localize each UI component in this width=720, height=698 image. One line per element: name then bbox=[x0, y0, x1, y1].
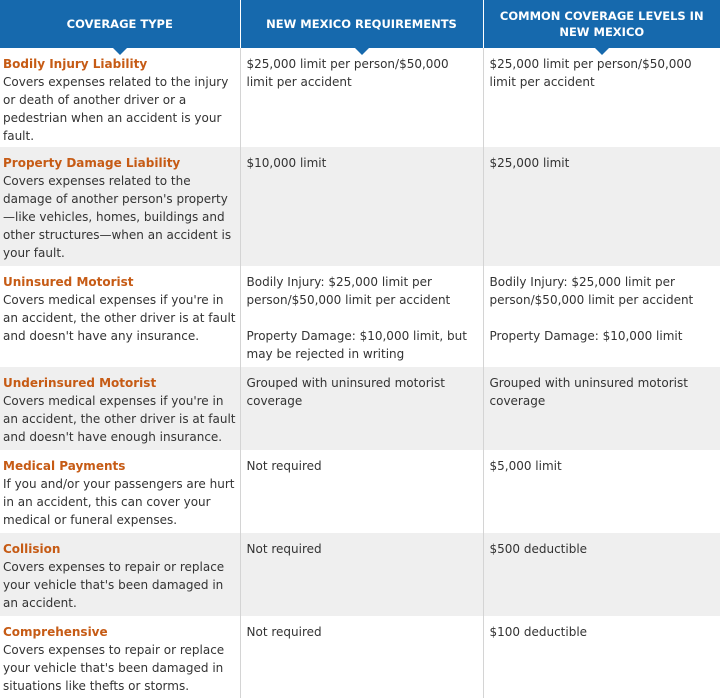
coverage-title: Comprehensive bbox=[3, 625, 108, 639]
coverage-title: Medical Payments bbox=[3, 459, 126, 473]
common-level-cell bbox=[483, 533, 720, 616]
coverage-type-cell bbox=[0, 147, 240, 266]
requirement-text: $10,000 limit bbox=[246, 156, 327, 170]
common-level-cell bbox=[483, 450, 720, 533]
requirement-cell bbox=[240, 367, 483, 450]
header-pointer-arrow bbox=[594, 47, 610, 55]
header-coverage-type bbox=[0, 0, 240, 48]
header-label: COVERAGE TYPE bbox=[66, 17, 173, 31]
coverage-type-cell bbox=[0, 266, 240, 367]
common-level-cell bbox=[483, 147, 720, 266]
requirement-text: Property Damage: $10,000 limit, but may be rejected in writing bbox=[246, 329, 467, 361]
requirement-text: Grouped with uninsured motorist coverage bbox=[246, 376, 445, 408]
coverage-type-cell bbox=[0, 616, 240, 698]
coverage-title: Underinsured Motorist bbox=[3, 376, 157, 390]
coverage-type-cell bbox=[0, 533, 240, 616]
coverage-description: Covers medical expenses if you're in an accident, the other driver is at fault and doesn't have any insurance. bbox=[3, 293, 236, 343]
requirement-text: Not required bbox=[246, 542, 322, 556]
coverage-description: Covers expenses related to the damage of another person's property—like vehicles, homes, buildings and other structures—when an accident is your fault. bbox=[3, 174, 232, 260]
coverage-type-cell bbox=[0, 450, 240, 533]
table-row bbox=[0, 266, 720, 367]
common-level-cell bbox=[483, 616, 720, 698]
requirement-text: $25,000 limit per person/$50,000 limit per accident bbox=[246, 57, 449, 89]
requirement-text: Not required bbox=[246, 459, 322, 473]
requirement-cell bbox=[240, 48, 483, 147]
coverage-type-cell bbox=[0, 48, 240, 147]
table-row bbox=[0, 616, 720, 698]
requirement-cell bbox=[240, 616, 483, 698]
coverage-description: Covers expenses related to the injury or death of another driver or a pedestrian when an accident is your fault. bbox=[3, 75, 229, 143]
coverage-description: If you and/or your passengers are hurt in an accident, this can cover your medical or funeral expenses. bbox=[3, 477, 235, 527]
coverage-description: Covers expenses to repair or replace your vehicle that's been damaged in an accident. bbox=[3, 560, 225, 610]
requirement-cell bbox=[240, 147, 483, 266]
common-level-cell bbox=[483, 266, 720, 367]
header-label: COMMON COVERAGE LEVELS IN NEW MEXICO bbox=[499, 9, 704, 39]
coverage-title: Property Damage Liability bbox=[3, 156, 181, 170]
common-level-text: Grouped with uninsured motorist coverage bbox=[489, 376, 688, 408]
common-level-cell bbox=[483, 367, 720, 450]
header-pointer-arrow bbox=[354, 47, 370, 55]
common-level-text: $25,000 limit per person/$50,000 limit per accident bbox=[489, 57, 692, 89]
coverage-type-cell bbox=[0, 367, 240, 450]
table-row bbox=[0, 533, 720, 616]
common-level-text: $100 deductible bbox=[489, 625, 588, 639]
header-common-levels bbox=[483, 0, 720, 48]
requirement-cell bbox=[240, 266, 483, 367]
header-label: NEW MEXICO REQUIREMENTS bbox=[266, 17, 457, 31]
coverage-description: Covers expenses to repair or replace your vehicle that's been damaged in situations like thefts or storms. bbox=[3, 643, 225, 693]
header-pointer-arrow bbox=[112, 47, 128, 55]
coverage-description: Covers medical expenses if you're in an accident, the other driver is at fault and doesn't have enough insurance. bbox=[3, 394, 236, 444]
common-level-text: Property Damage: $10,000 limit bbox=[489, 329, 683, 343]
header-row bbox=[0, 0, 720, 48]
table-row bbox=[0, 367, 720, 450]
requirement-text: Bodily Injury: $25,000 limit per person/$50,000 limit per accident bbox=[246, 275, 451, 307]
coverage-title: Uninsured Motorist bbox=[3, 275, 134, 289]
coverage-title: Bodily Injury Liability bbox=[3, 57, 148, 71]
common-level-text: $500 deductible bbox=[489, 542, 588, 556]
requirement-cell bbox=[240, 450, 483, 533]
header-nm-requirements bbox=[240, 0, 483, 48]
requirement-cell bbox=[240, 533, 483, 616]
common-level-text: $25,000 limit bbox=[489, 156, 570, 170]
common-level-text: Bodily Injury: $25,000 limit per person/$50,000 limit per accident bbox=[489, 275, 694, 307]
table-row bbox=[0, 450, 720, 533]
common-level-cell bbox=[483, 48, 720, 147]
table-row bbox=[0, 48, 720, 147]
requirement-text: Not required bbox=[246, 625, 322, 639]
common-level-text: $5,000 limit bbox=[489, 459, 562, 473]
table-row bbox=[0, 147, 720, 266]
coverage-title: Collision bbox=[3, 542, 61, 556]
